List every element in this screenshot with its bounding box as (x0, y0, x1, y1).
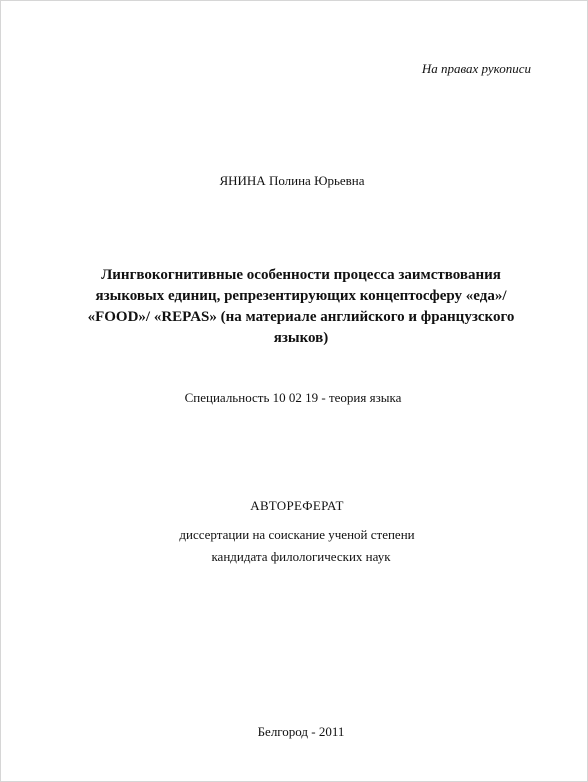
title-line: языков) (273, 330, 329, 346)
specialty: Специальность 10 02 19 - теория языка (184, 390, 402, 405)
title-line: языковых единиц, репрезентирующих концептосферу «еда»/ (95, 288, 507, 304)
document-type: АВТОРЕФЕРАТ (250, 498, 344, 513)
academic-degree: кандидата филологических наук (211, 549, 391, 564)
dissertation-title (61, 265, 541, 349)
document-purpose: диссертации на соискание ученой степени (179, 527, 415, 542)
title-line: Лингвокогнитивные особенности процесса заимствования (101, 267, 501, 283)
manuscript-note: На правах рукописи (421, 61, 531, 76)
place-and-year: Белгород - 2011 (257, 724, 345, 739)
title-line: «FOOD»/ «REPAS» (на материале английского и французского (87, 309, 515, 325)
author-name: ЯНИНА Полина Юрьевна (219, 173, 365, 188)
